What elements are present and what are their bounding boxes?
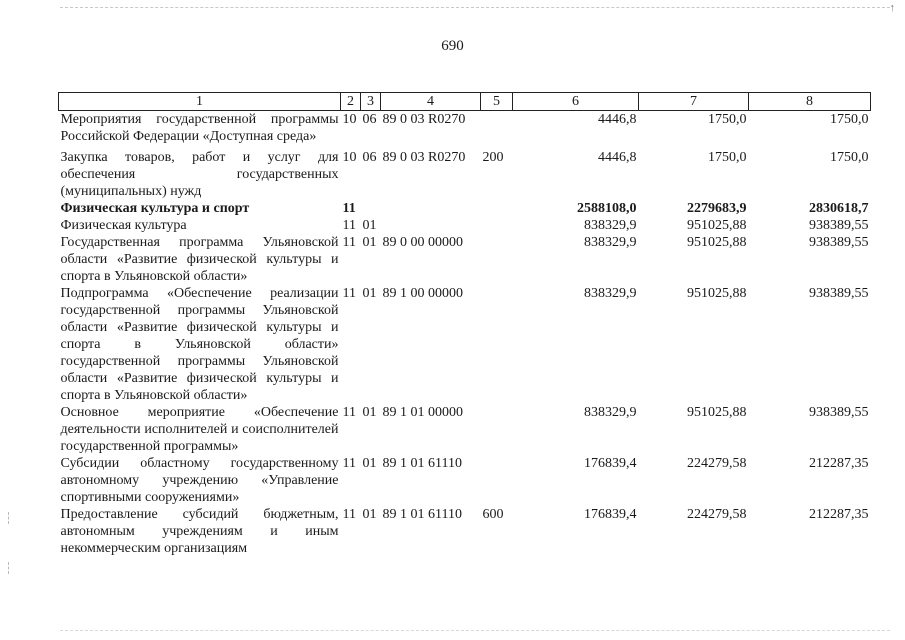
row-target-article: 89 0 00 00000 xyxy=(382,235,463,250)
row-value-col8: 2830618,7 xyxy=(809,201,869,216)
row-value-col8: 1750,0 xyxy=(830,150,869,165)
row-section: 11 xyxy=(342,405,356,420)
row-value-col8: 938389,55 xyxy=(809,286,869,301)
margin-scan-mark xyxy=(8,512,9,524)
row-expense-type xyxy=(481,455,513,506)
table-row xyxy=(59,234,871,285)
column-header: 5 xyxy=(481,93,513,111)
row-section: 11 xyxy=(342,456,356,471)
row-expense-type xyxy=(481,404,513,455)
row-name: Физическая культура и спорт xyxy=(60,201,250,216)
table-row xyxy=(59,285,871,404)
top-scan-artifact-line xyxy=(60,7,890,8)
row-target-article xyxy=(381,200,481,217)
row-subsection: 06 xyxy=(362,150,377,165)
row-target-article xyxy=(381,217,481,234)
row-target-article: 89 0 03 R0270 xyxy=(382,150,466,165)
table-row xyxy=(59,506,871,557)
row-target-article: 89 1 00 00000 xyxy=(382,286,463,301)
column-header: 4 xyxy=(381,93,481,111)
row-section: 11 xyxy=(342,235,356,250)
column-header: 3 xyxy=(361,93,381,111)
row-expense-type: 600 xyxy=(482,507,504,522)
margin-scan-mark xyxy=(8,562,9,574)
row-value-col7: 224279,58 xyxy=(687,456,747,471)
row-expense-type: 200 xyxy=(482,150,504,165)
row-expense-type xyxy=(481,285,513,404)
row-section: 11 xyxy=(342,218,356,233)
row-subsection: 01 xyxy=(362,507,377,522)
row-value-col6: 838329,9 xyxy=(584,235,637,250)
row-expense-type xyxy=(481,234,513,285)
table-row xyxy=(59,200,871,217)
row-value-col6: 176839,4 xyxy=(584,507,637,522)
column-header: 6 xyxy=(513,93,639,111)
row-name: Физическая культура xyxy=(60,218,187,233)
row-name: Основное мероприятие «Обеспечение деятельности исполнителей и соисполнителей государственной программы» xyxy=(60,405,339,454)
row-expense-type xyxy=(481,200,513,217)
row-name: Субсидии областному государственному автономному учреждению «Управление спортивными сооружениями» xyxy=(60,456,339,505)
row-value-col6: 2588108,0 xyxy=(577,201,637,216)
row-subsection: 01 xyxy=(362,456,377,471)
row-section: 10 xyxy=(342,150,357,165)
row-section: 10 xyxy=(342,112,357,127)
table-row xyxy=(59,217,871,234)
row-subsection: 01 xyxy=(362,405,377,420)
row-value-col7: 951025,88 xyxy=(687,405,747,420)
row-value-col8: 212287,35 xyxy=(809,507,869,522)
row-value-col7: 1750,0 xyxy=(708,150,747,165)
table-row xyxy=(59,111,871,150)
row-subsection: 01 xyxy=(362,218,377,233)
row-name: Государственная программа Ульяновской области «Развитие физической культуры и спорта в Ульяновской области» xyxy=(60,235,339,284)
column-header: 7 xyxy=(639,93,749,111)
table-row xyxy=(59,455,871,506)
page-number: 690 xyxy=(441,38,464,54)
arrow-up-icon: ↑ xyxy=(889,2,895,14)
row-value-col7: 951025,88 xyxy=(687,286,747,301)
row-name: Подпрограмма «Обеспечение реализации государственной программы Ульяновской области «Развитие физической культуры и спорта в Ульяновской области» государственной программы Ульяновской области «Развитие физической культуры и спорта в Ульяновской области» xyxy=(60,286,339,403)
row-name: Мероприятия государственной программы Российской Федерации «Доступная среда» xyxy=(60,112,339,144)
row-subsection: 01 xyxy=(362,286,377,301)
row-expense-type xyxy=(481,111,513,150)
row-value-col6: 838329,9 xyxy=(584,218,637,233)
row-value-col8: 938389,55 xyxy=(809,235,869,250)
row-value-col6: 176839,4 xyxy=(584,456,637,471)
row-value-col7: 2279683,9 xyxy=(687,201,747,216)
row-target-article: 89 1 01 61110 xyxy=(382,456,462,471)
row-value-col8: 1750,0 xyxy=(830,112,869,127)
row-value-col6: 4446,8 xyxy=(598,150,637,165)
budget-table xyxy=(58,92,871,557)
row-name: Предоставление субсидий бюджетным, автономным учреждениям и иным некоммерческим организациям xyxy=(60,507,339,556)
row-section: 11 xyxy=(342,507,356,522)
row-value-col8: 212287,35 xyxy=(809,456,869,471)
row-subsection: 06 xyxy=(362,112,377,127)
row-value-col7: 951025,88 xyxy=(687,235,747,250)
row-value-col7: 951025,88 xyxy=(687,218,747,233)
row-section: 11 xyxy=(342,201,356,216)
row-value-col7: 1750,0 xyxy=(708,112,747,127)
row-target-article: 89 1 01 00000 xyxy=(382,405,463,420)
row-value-col6: 838329,9 xyxy=(584,405,637,420)
column-header: 8 xyxy=(749,93,871,111)
table-row xyxy=(59,149,871,200)
row-target-article: 89 0 03 R0270 xyxy=(382,112,466,127)
row-value-col6: 838329,9 xyxy=(584,286,637,301)
row-section: 11 xyxy=(342,286,356,301)
bottom-scan-artifact-line xyxy=(60,630,890,631)
row-subsection xyxy=(361,200,381,217)
table-row xyxy=(59,404,871,455)
row-name: Закупка товаров, работ и услуг для обеспечения государственных (муниципальных) нужд xyxy=(60,150,339,199)
row-value-col8: 938389,55 xyxy=(809,405,869,420)
row-target-article: 89 1 01 61110 xyxy=(382,507,462,522)
column-header: 2 xyxy=(341,93,361,111)
column-header: 1 xyxy=(59,93,341,111)
row-expense-type xyxy=(481,217,513,234)
table-header-row xyxy=(59,93,871,111)
row-value-col8: 938389,55 xyxy=(809,218,869,233)
row-value-col6: 4446,8 xyxy=(598,112,637,127)
row-value-col7: 224279,58 xyxy=(687,507,747,522)
row-subsection: 01 xyxy=(362,235,377,250)
